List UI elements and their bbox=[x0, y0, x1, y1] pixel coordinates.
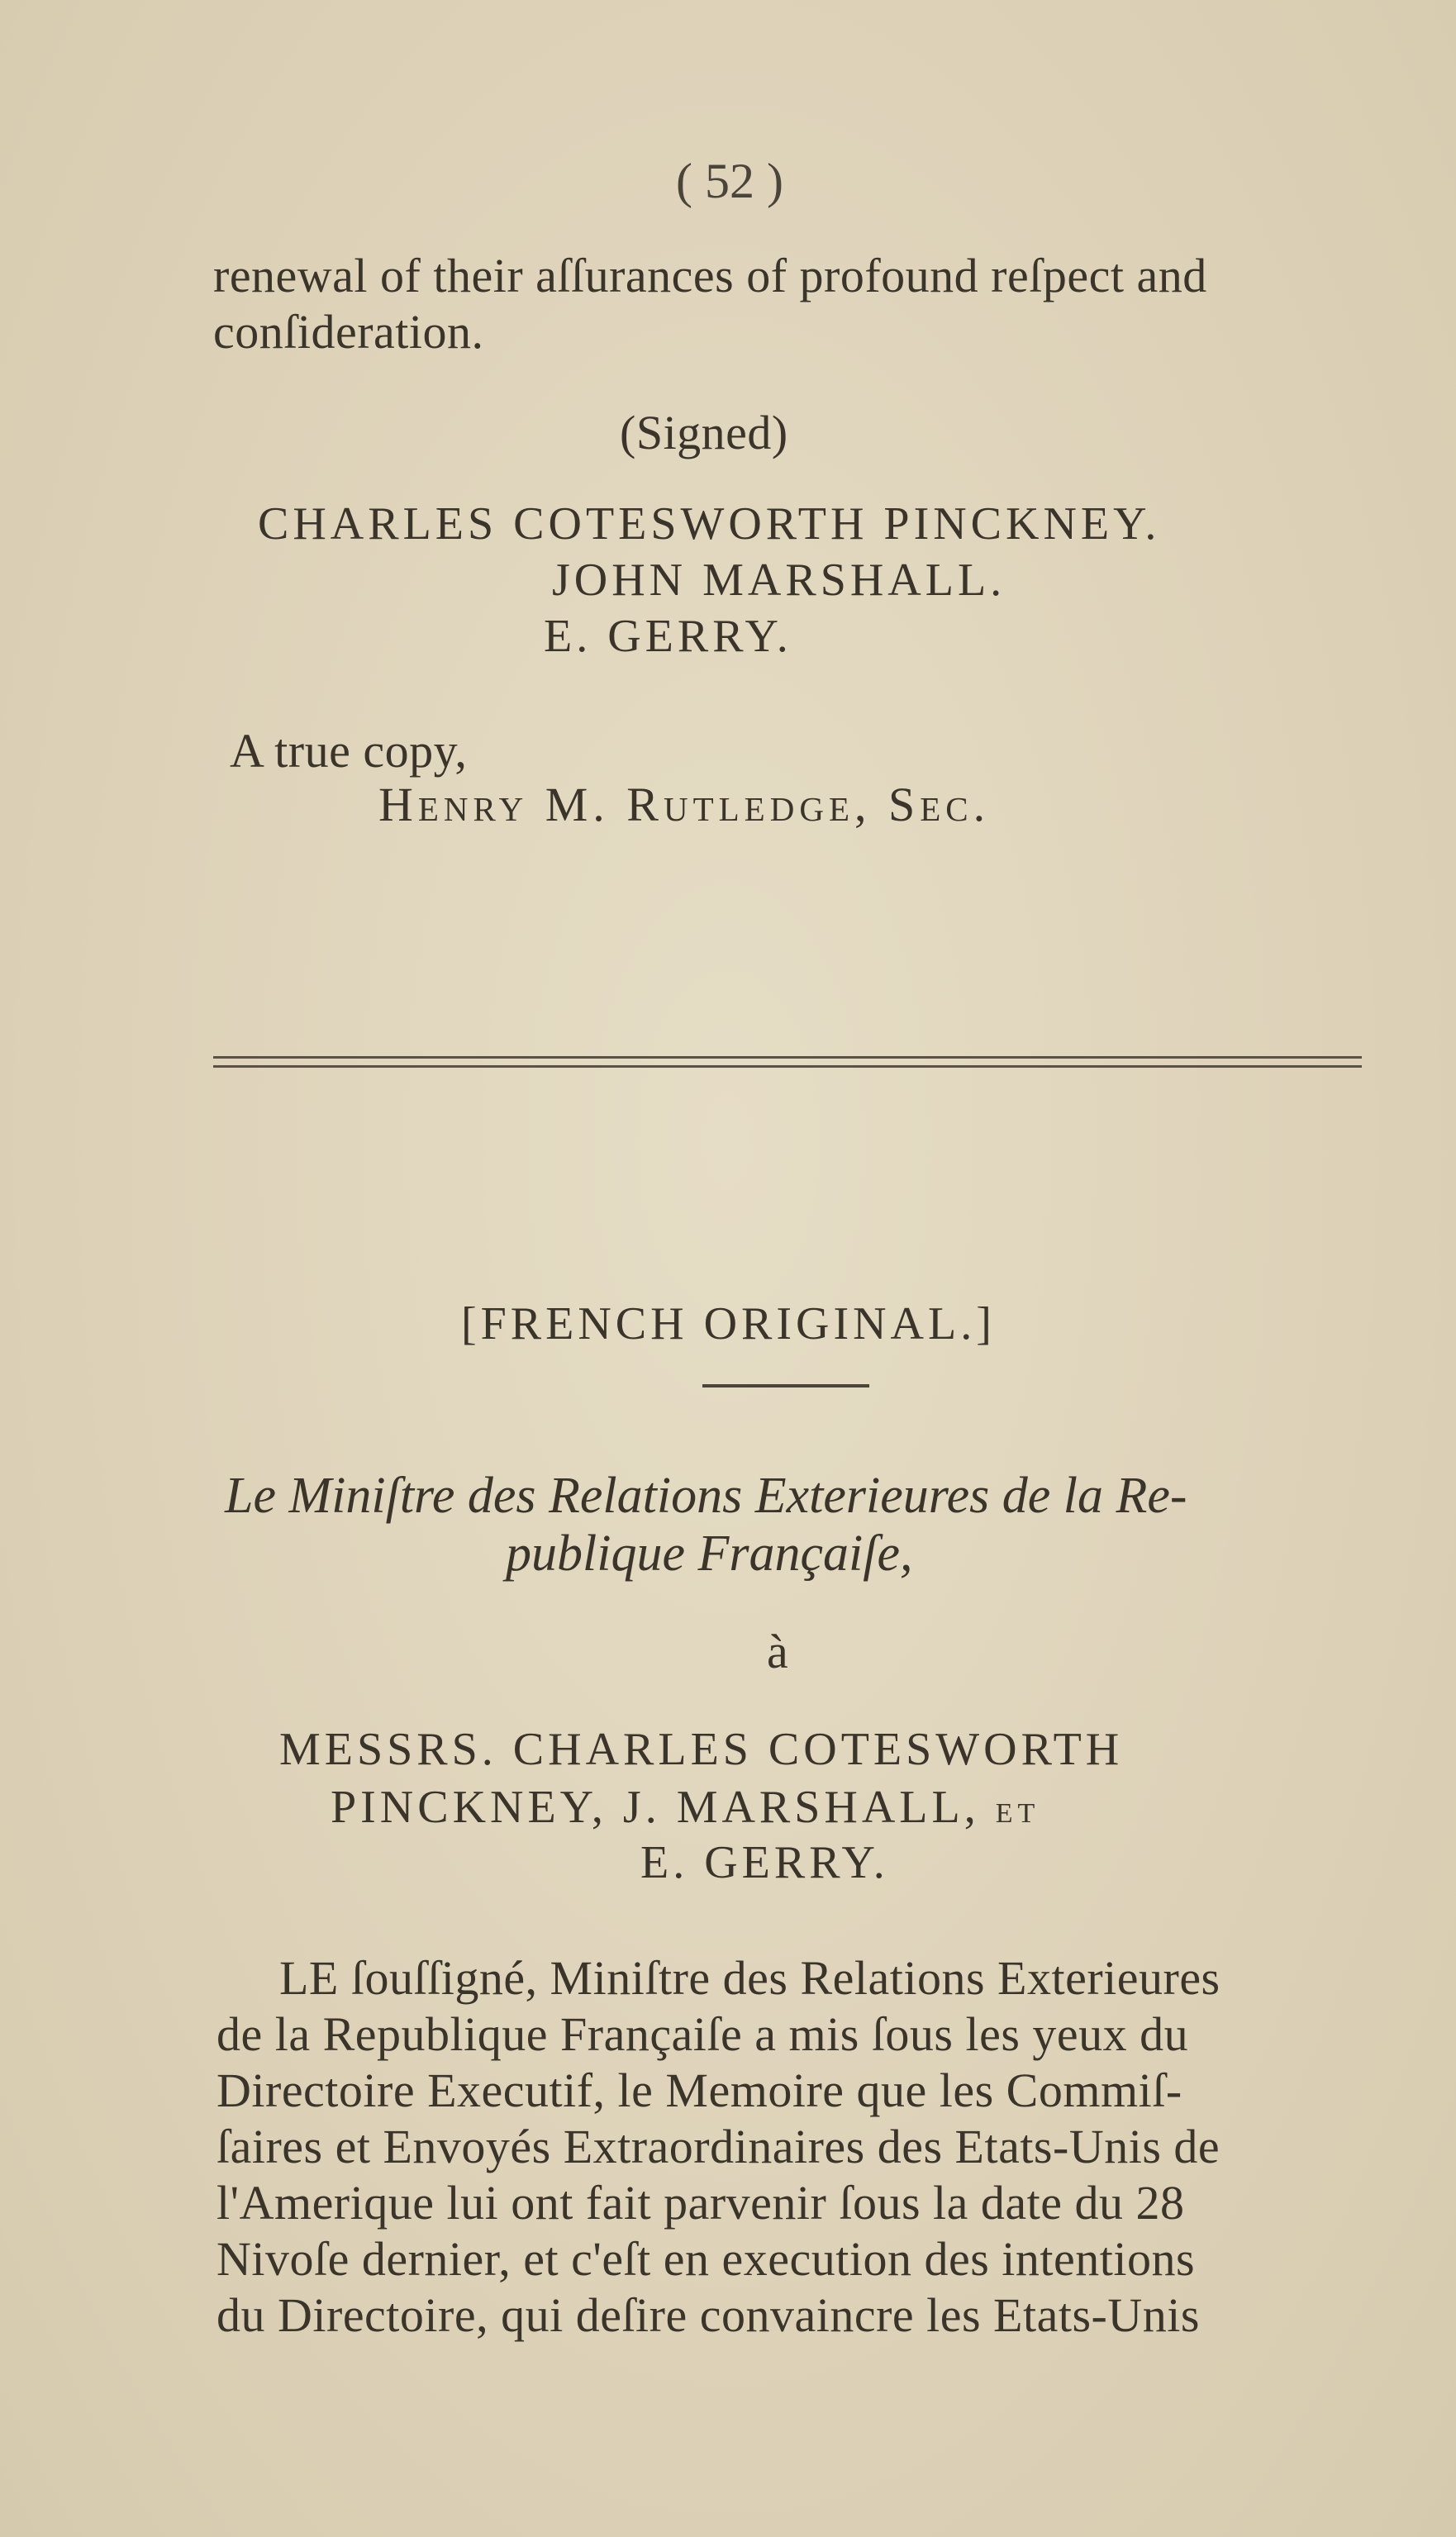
addressee-names: PINCKNEY, J. MARSHALL, bbox=[331, 1782, 980, 1833]
minister-title-line-2: publique Françaiſe, bbox=[506, 1526, 913, 1582]
paragraph-line-3: Directoire Executif, le Memoire que les Commiſ- bbox=[216, 2063, 1182, 2117]
paragraph-line-2: de la Republique Françaiſe a mis ſous les yeux du bbox=[216, 2007, 1189, 2061]
addressee-line-2 bbox=[331, 1781, 1040, 1834]
signatory-pinckney: CHARLES COTESWORTH PINCKNEY. bbox=[258, 498, 1161, 550]
addressee-line-3: E. GERRY. bbox=[640, 1837, 889, 1888]
paragraph-line-7: du Directoire, qui deſire convaincre les Etats-Unis bbox=[216, 2288, 1200, 2342]
addressee-line-1: MESSRS. CHARLES COTESWORTH bbox=[279, 1724, 1124, 1775]
letter-closing-line-1: renewal of their aſſurances of profound reſpect and bbox=[213, 249, 1207, 302]
page-number: ( 52 ) bbox=[676, 154, 783, 208]
paragraph-line-4: ſaires et Envoyés Extraordinaires des Etats-Unis de bbox=[216, 2120, 1220, 2173]
heading-underline bbox=[702, 1384, 869, 1387]
signatory-marshall: JOHN MARSHALL. bbox=[552, 555, 1006, 606]
addressed-to: à bbox=[767, 1625, 789, 1678]
paragraph-line-1: LE ſouſſigné, Miniſtre des Relations Exterieures bbox=[279, 1951, 1220, 2005]
minister-title-line-1: Le Miniſtre des Relations Exterieures de la Re- bbox=[225, 1468, 1187, 1524]
french-original-heading: [FRENCH ORIGINAL.] bbox=[461, 1298, 996, 1349]
signatory-gerry: E. GERRY. bbox=[544, 611, 792, 662]
addressee-et: ET bbox=[995, 1798, 1040, 1829]
section-divider bbox=[213, 1056, 1362, 1068]
letter-closing-line-2: conſideration. bbox=[213, 305, 484, 359]
attest-label: A true copy, bbox=[230, 724, 468, 778]
paragraph-line-5: l'Amerique lui ont fait parvenir ſous la date du 28 bbox=[216, 2176, 1185, 2230]
paragraph-line-6: Nivoſe dernier, et c'eſt en execution des intentions bbox=[216, 2232, 1196, 2286]
signed-label: (Signed) bbox=[620, 406, 788, 459]
attest-name: Henry M. Rutledge, Sec. bbox=[378, 778, 991, 831]
